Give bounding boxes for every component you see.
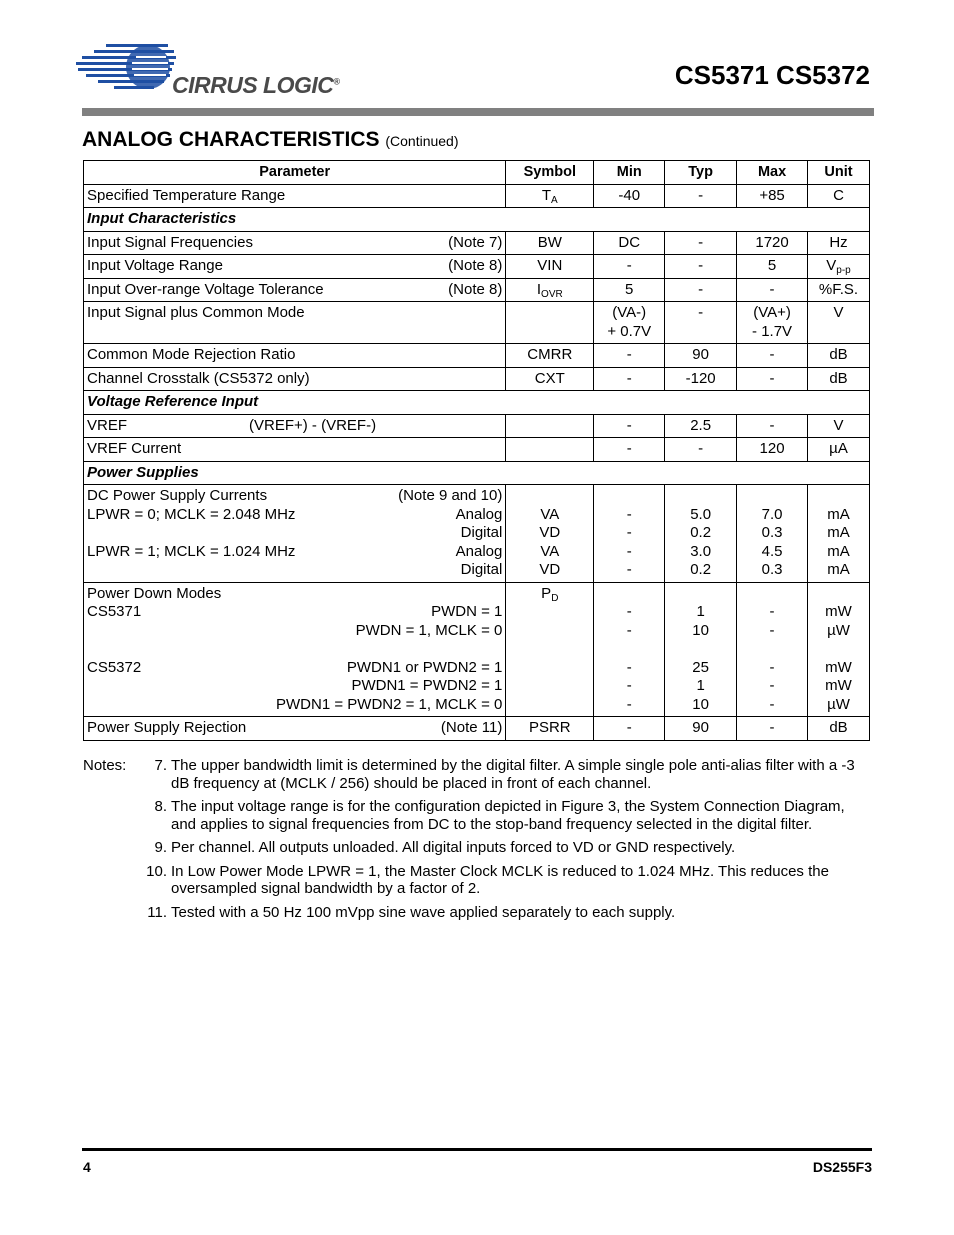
header-parameter: Parameter: [84, 161, 506, 185]
table-row: [84, 367, 870, 391]
section-title: ANALOG CHARACTERISTICS: [82, 128, 380, 151]
unit-cell: dB: [808, 367, 870, 391]
unit-cell: %F.S.: [808, 278, 870, 302]
header-max: Max: [737, 161, 808, 185]
logo-mark-icon: [76, 40, 186, 98]
typ-cell: -120: [665, 367, 737, 391]
analog-characteristics-table: [83, 160, 870, 741]
typ-cell: 90: [665, 344, 737, 368]
note-item: [83, 863, 873, 898]
symbol-cell: [506, 438, 594, 462]
symbol-cell: CMRR: [506, 344, 594, 368]
min-cell: - - - -: [594, 485, 665, 583]
note-text: Tested with a 50 Hz 100 mVpp sine wave applied separately to each supply.: [171, 903, 676, 921]
min-cell: -: [594, 255, 665, 279]
param-cell: Input Signal plus Common Mode: [84, 302, 506, 344]
table-row: [84, 184, 870, 208]
table-row: [84, 255, 870, 279]
symbol-cell: [506, 414, 594, 438]
table-row: [84, 302, 870, 344]
param-cell: Input Voltage Range (Note 8): [84, 255, 506, 279]
section-label: Power Supplies: [84, 461, 870, 485]
min-cell: -: [594, 367, 665, 391]
unit-cell: V: [808, 414, 870, 438]
max-cell: 120: [737, 438, 808, 462]
max-cell: -: [737, 717, 808, 741]
table-row: [84, 278, 870, 302]
max-cell: -: [737, 414, 808, 438]
param-cell: VREF (VREF+) - (VREF-): [84, 414, 506, 438]
unit-cell: C: [808, 184, 870, 208]
document-title: CS5371 CS5372: [674, 60, 870, 90]
note-text: The input voltage range is for the configuration depicted in Figure 3, the System Connection Diagram, and applies to signal frequencies from DC to the stop-band frequency selected in the digital filter.: [171, 798, 845, 833]
table-row: [84, 717, 870, 741]
max-cell: -: [737, 278, 808, 302]
unit-cell: mW µW mW mW µW: [808, 582, 870, 717]
table-row: [84, 438, 870, 462]
unit-cell: mA mA mA mA: [808, 485, 870, 583]
note-text: Per channel. All outputs unloaded. All digital inputs forced to VD or GND respectively.: [171, 839, 736, 856]
param-cell: DC Power Supply Currents (Note 9 and 10) LPWR = 0; MCLK = 2.048 MHz Analog Digital LPWR = 1; MCLK = 1.024 MHz Analog Digital: [84, 485, 506, 583]
typ-cell: -: [665, 302, 737, 344]
min-cell: 5: [594, 278, 665, 302]
typ-cell: 2.5: [665, 414, 737, 438]
min-cell: -: [594, 717, 665, 741]
param-cell: VREF Current: [84, 438, 506, 462]
section-heading: [82, 128, 459, 152]
symbol-cell: $T_A$: [506, 184, 594, 208]
table-header-row: [84, 161, 870, 185]
note-number: 9.: [154, 839, 167, 856]
note-text: The upper bandwidth limit is determined by the digital filter. A simple single pole anti-alias filter with a -3 dB frequency at (MCLK / 256) should be placed in front of each channel.: [171, 757, 855, 792]
min-cell: - - - - -: [594, 582, 665, 717]
unit-cell: V: [808, 302, 870, 344]
min-cell: -: [594, 414, 665, 438]
table-row: [84, 231, 870, 255]
typ-cell: -: [665, 255, 737, 279]
table-row: [84, 344, 870, 368]
symbol-cell: VA VD VA VD: [506, 485, 594, 583]
max-cell: -: [737, 367, 808, 391]
max-cell: +85: [737, 184, 808, 208]
note-number: 10.: [146, 862, 167, 880]
symbol-cell: VIN: [506, 255, 594, 279]
section-row-power: [84, 461, 870, 485]
min-cell: -40: [594, 184, 665, 208]
section-continued: (Continued): [385, 133, 459, 149]
max-cell: 7.0 0.3 4.5 0.3: [737, 485, 808, 583]
table-row: [84, 414, 870, 438]
param-cell: Channel Crosstalk (CS5372 only): [84, 367, 506, 391]
note-number: 7.: [154, 757, 167, 774]
header-rule: [82, 108, 874, 116]
param-cell: Common Mode Rejection Ratio: [84, 344, 506, 368]
header-min: Min: [594, 161, 665, 185]
typ-cell: 5.0 0.2 3.0 0.2: [665, 485, 737, 583]
section-row-input: [84, 208, 870, 232]
symbol-cell: $I_{OVR}$: [506, 278, 594, 302]
typ-cell: -: [665, 231, 737, 255]
param-cell: Power Supply Rejection (Note 11): [84, 717, 506, 741]
max-cell: -: [737, 344, 808, 368]
param-cell: Input Signal Frequencies (Note 7): [84, 231, 506, 255]
param-cell: Specified Temperature Range: [84, 184, 506, 208]
typ-cell: -: [665, 278, 737, 302]
unit-cell: $V_{p-p}$: [808, 255, 870, 279]
symbol-cell: $P_D$: [506, 582, 594, 717]
document-id: DS255F3: [812, 1159, 872, 1175]
max-cell: (VA+) - 1.7V: [737, 302, 808, 344]
max-cell: 5: [737, 255, 808, 279]
section-label: Input Characteristics: [84, 208, 870, 232]
unit-cell: Hz: [808, 231, 870, 255]
section-label: Voltage Reference Input: [84, 391, 870, 415]
typ-cell: -: [665, 184, 737, 208]
param-cell: Power Down Modes CS5371 PWDN = 1 PWDN = 1, MCLK = 0 CS5372 PWDN1 or PWDN2 = 1 PWDN1 = PWDN2 = 1 PWDN1 = PWDN2 = 1, MCLK = 0: [84, 582, 506, 717]
min-cell: -: [594, 438, 665, 462]
max-cell: - - - - -: [737, 582, 808, 717]
param-cell: Input Over-range Voltage Tolerance (Note 8): [84, 278, 506, 302]
typ-cell: 1 10 25 1 10: [665, 582, 737, 717]
min-cell: -: [594, 344, 665, 368]
min-cell: DC: [594, 231, 665, 255]
notes-label: Notes:: [83, 757, 127, 774]
unit-cell: dB: [808, 717, 870, 741]
footer-rule: [82, 1148, 872, 1151]
typ-cell: -: [665, 438, 737, 462]
page-number: 4: [83, 1159, 91, 1175]
symbol-cell: [506, 302, 594, 344]
table-row: [84, 485, 870, 583]
unit-cell: dB: [808, 344, 870, 368]
logo-wordmark: CIRRUS LOGIC®: [172, 72, 340, 98]
typ-cell: 90: [665, 717, 737, 741]
note-number: 11.: [147, 903, 167, 921]
section-row-vref: [84, 391, 870, 415]
note-item: [83, 904, 873, 922]
header-typ: Typ: [665, 161, 737, 185]
notes-section: [83, 757, 873, 927]
symbol-cell: PSRR: [506, 717, 594, 741]
unit-cell: µA: [808, 438, 870, 462]
note-item: [83, 798, 873, 833]
note-item: [83, 757, 873, 792]
note-text: In Low Power Mode LPWR = 1, the Master Clock MCLK is reduced to 1.024 MHz. This reduces the oversampled signal bandwidth by a factor of 2.: [171, 862, 829, 897]
note-item: [83, 839, 873, 857]
max-cell: 1720: [737, 231, 808, 255]
symbol-cell: CXT: [506, 367, 594, 391]
min-cell: (VA-) + 0.7V: [594, 302, 665, 344]
symbol-cell: BW: [506, 231, 594, 255]
table-row: [84, 582, 870, 717]
header-symbol: Symbol: [506, 161, 594, 185]
header-unit: Unit: [808, 161, 870, 185]
note-number: 8.: [154, 798, 167, 815]
